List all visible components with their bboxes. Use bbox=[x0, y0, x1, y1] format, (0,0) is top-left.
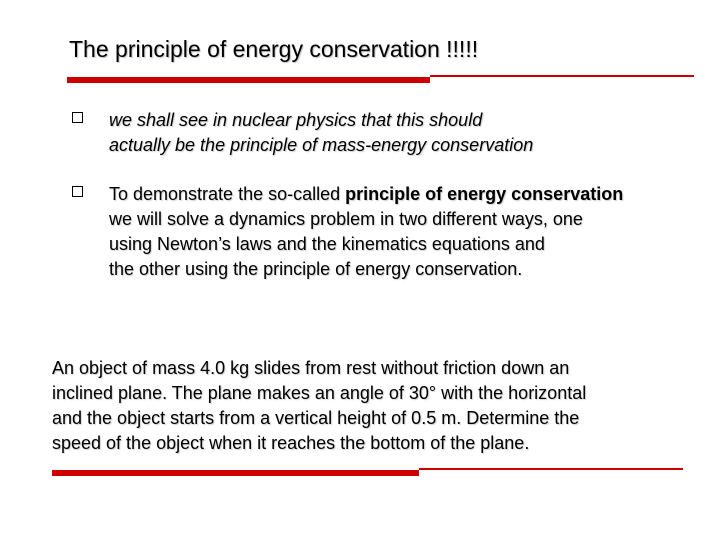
bottom-divider-thin bbox=[419, 468, 683, 470]
bottom-divider-thick bbox=[52, 470, 419, 476]
problem-line-4: speed of the object when it reaches the bottom of the plane. bbox=[52, 433, 530, 453]
problem-statement bbox=[52, 356, 586, 456]
bullet-2-line-1 bbox=[109, 182, 623, 207]
bullet-2-line-1-prefix: To demonstrate the so-called bbox=[109, 184, 346, 204]
problem-line-1: An object of mass 4.0 kg slides from rest without friction down an bbox=[52, 358, 570, 378]
bullet-1-line-2: actually be the principle of mass-energy conservation bbox=[109, 135, 534, 155]
bullet-2-line-3: using Newton’s laws and the kinematics equations and bbox=[109, 234, 545, 254]
slide-title: The principle of energy conservation !!!!! bbox=[69, 36, 479, 62]
title-underline-thick bbox=[67, 77, 430, 83]
title-underline bbox=[67, 75, 694, 83]
hollow-square-icon bbox=[72, 186, 83, 197]
problem-line-2: inclined plane. The plane makes an angle of 30° with the horizontal bbox=[52, 383, 587, 403]
bullet-2-emphasis: principle of energy conservation bbox=[345, 184, 624, 204]
bottom-divider bbox=[52, 468, 683, 476]
bullet-text-2 bbox=[109, 182, 623, 282]
bullet-2-line-2: we will solve a dynamics problem in two different ways, one bbox=[109, 209, 583, 229]
bullet-2-line-4: the other using the principle of energy conservation. bbox=[109, 259, 523, 279]
bullet-text-1 bbox=[109, 108, 533, 158]
hollow-square-icon bbox=[72, 112, 83, 123]
bullet-1-line-1: we shall see in nuclear physics that this should bbox=[109, 110, 483, 130]
title-underline-thin bbox=[430, 75, 694, 77]
problem-line-3: and the object starts from a vertical height of 0.5 m. Determine the bbox=[52, 408, 580, 428]
